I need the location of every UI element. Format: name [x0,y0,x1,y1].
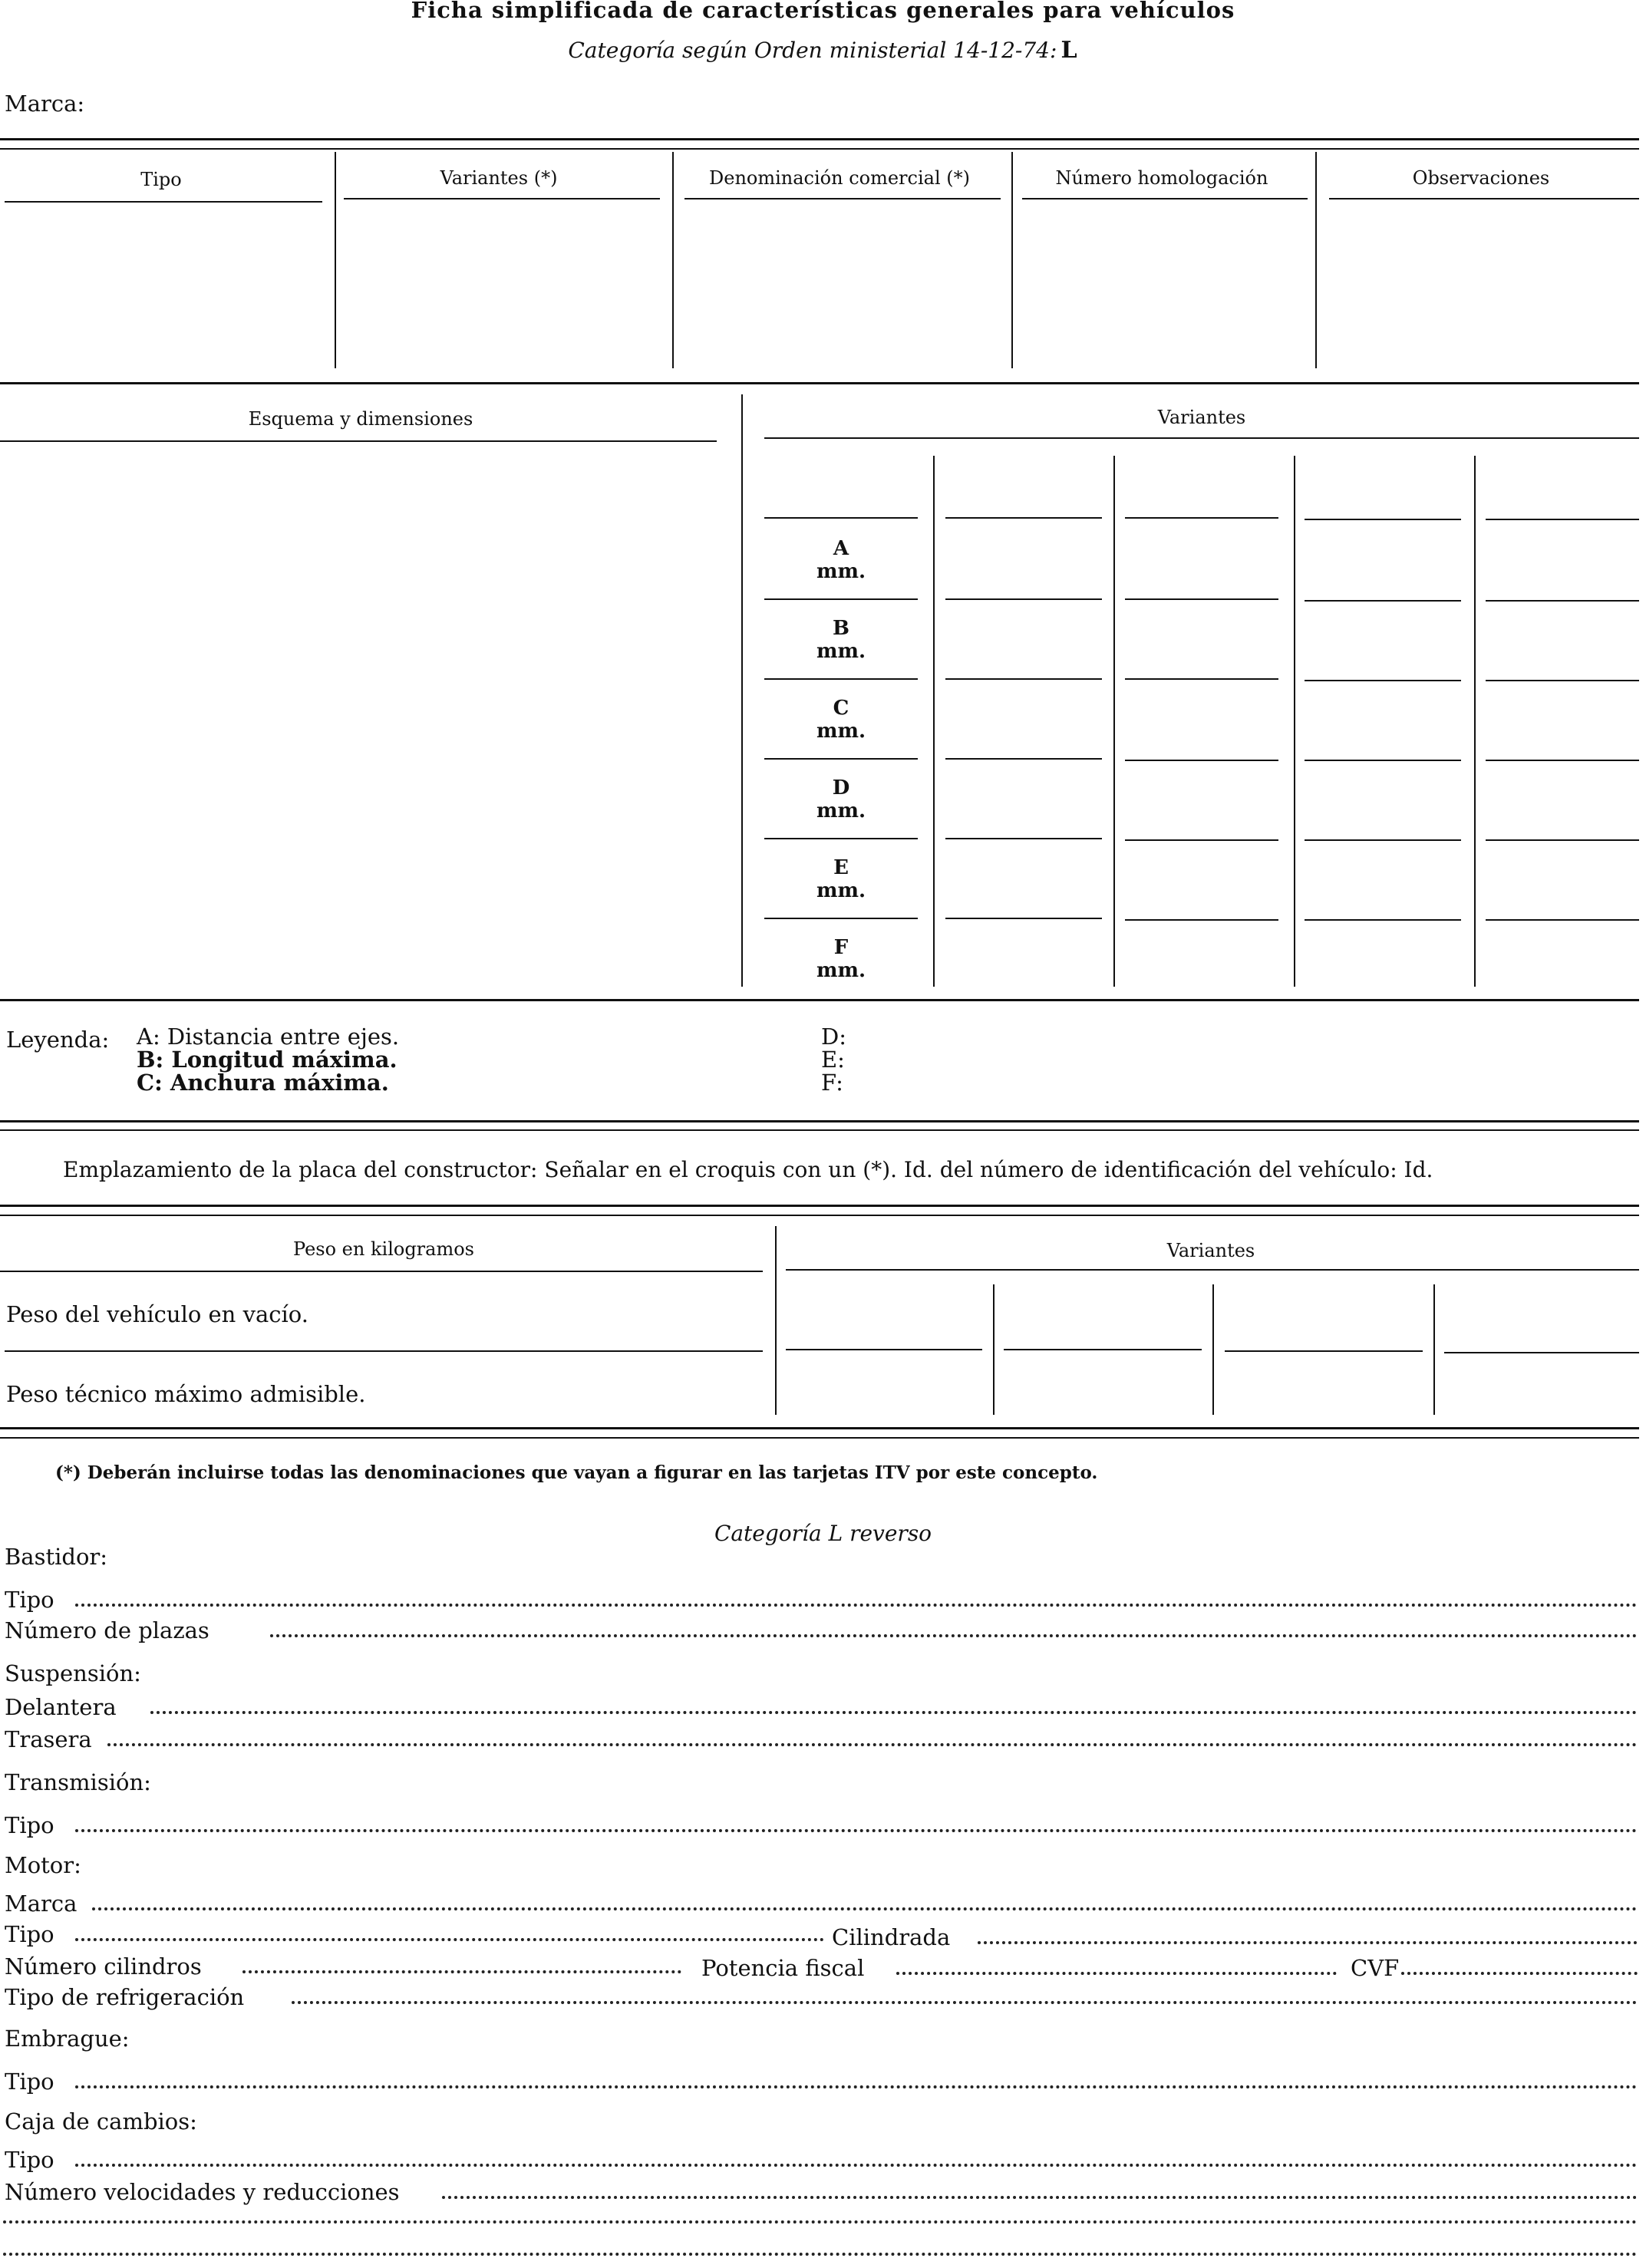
col-observaciones-header: Observaciones [1412,167,1550,189]
embrague-tipo-field[interactable] [75,2085,1638,2088]
rule [1022,198,1308,199]
delantera-label: Delantera [5,1694,117,1720]
motor-tipo-label: Tipo [5,1921,54,1947]
rule [0,1120,1639,1122]
rule [0,1129,1639,1131]
cvf-label: CVF [1351,1955,1400,1981]
trasera-field[interactable] [107,1743,1638,1746]
leyenda-item: F: [821,1070,843,1096]
transmision-tipo-field[interactable] [75,1829,1638,1832]
rule [0,382,1639,384]
col-divider [933,456,935,987]
form-subtitle [0,37,1646,64]
embrague-tipo-label: Tipo [5,2069,54,2095]
refrigeracion-field[interactable] [292,2001,1638,2004]
rule [5,201,322,203]
trasera-label: Trasera [5,1726,92,1752]
col-divider [993,1284,995,1415]
embrague-heading: Embrague: [5,2026,130,2052]
rule [684,198,1001,199]
rule [0,1427,1639,1429]
leyenda-label: Leyenda: [6,1027,110,1053]
bastidor-tipo-label: Tipo [5,1587,54,1613]
peso-divider [775,1226,777,1415]
rule [0,1437,1639,1439]
dim-label-b: B mm. [816,617,866,663]
col-divider [1113,456,1115,987]
rule [0,1205,1639,1207]
form-title: Ficha simplificada de características generales para vehículos [411,0,1235,23]
col-divider [672,152,674,368]
velocidades-label: Número velocidades y reducciones [5,2179,400,2205]
rule [1444,1352,1639,1353]
extra-field[interactable] [3,2253,1638,2256]
motor-heading: Motor: [5,1852,81,1878]
plazas-field[interactable] [270,1634,1638,1637]
transmision-heading: Transmisión: [5,1769,151,1795]
cilindros-field[interactable] [242,1970,681,1973]
col-divider [335,152,336,368]
leyenda-item: C: Anchura máxima. [137,1070,389,1096]
leyenda-item: B: Longitud máxima. [137,1047,397,1073]
cvf-field[interactable] [1401,1972,1638,1975]
potencia-label: Potencia fiscal [701,1955,865,1981]
rule [786,1349,982,1350]
col-divider [1315,152,1317,368]
rule [5,1350,763,1352]
category-letter: L [1060,37,1078,64]
caja-tipo-field[interactable] [75,2164,1638,2167]
rule [0,1271,763,1272]
col-homologacion-header: Número homologación [1055,167,1268,189]
esquema-header: Esquema y dimensiones [248,408,473,430]
rule [1329,198,1639,199]
col-divider [1294,456,1295,987]
extra-field[interactable] [3,2220,1638,2223]
reverso-title: Categoría L reverso [714,1521,932,1546]
rule [1004,1349,1202,1350]
esquema-divider [741,394,743,987]
rule [0,440,717,442]
rule [1225,1350,1423,1352]
peso-maximo-label: Peso técnico máximo admisible. [6,1381,366,1407]
caja-heading: Caja de cambios: [5,2108,197,2134]
transmision-tipo-label: Tipo [5,1812,54,1838]
caja-tipo-label: Tipo [5,2147,54,2173]
bastidor-tipo-field[interactable] [75,1604,1638,1607]
footnote: (*) Deberán incluirse todas las denominaciones que vayan a figurar en las tarjetas ITV por este concepto. [55,1462,1098,1483]
motor-marca-field[interactable] [92,1907,1638,1910]
variantes-header: Variantes [1157,407,1246,428]
rule [344,198,660,199]
potencia-field[interactable] [896,1972,1337,1975]
dim-label-f: F mm. [816,936,866,982]
col-divider [1212,1284,1214,1415]
col-variantes-header: Variantes (*) [440,167,558,189]
leyenda-item: E: [821,1047,845,1073]
leyenda-left [137,1025,399,1094]
marca-label: Marca: [5,91,85,117]
dim-label-d: D mm. [816,776,866,822]
category-order-label: Categoría según Orden ministerial 14-12-74: [568,38,1057,63]
delantera-field[interactable] [150,1711,1638,1714]
rule [0,148,1639,150]
suspension-heading: Suspensión: [5,1660,141,1686]
peso-header: Peso en kilogramos [293,1238,474,1260]
rule [764,437,1639,439]
bastidor-heading: Bastidor: [5,1544,108,1570]
leyenda-item: A: Distancia entre ejes. [137,1024,400,1050]
dim-label-c: C mm. [816,697,866,743]
col-divider [1474,456,1476,987]
cilindrada-label: Cilindrada [832,1924,951,1950]
leyenda-item: D: [821,1024,847,1050]
cilindrada-field[interactable] [978,1941,1638,1944]
dim-label-e: E mm. [816,856,866,902]
refrigeracion-label: Tipo de refrigeración [5,1984,245,2010]
rule [0,1215,1639,1216]
rule [0,999,1639,1001]
dim-label-a: A mm. [816,537,866,583]
col-divider [1011,152,1013,368]
leyenda-right [821,1025,846,1094]
motor-marca-label: Marca [5,1891,78,1917]
rule [786,1269,1639,1271]
col-divider [1433,1284,1435,1415]
plazas-label: Número de plazas [5,1617,209,1643]
emplazamiento-text: Emplazamiento de la placa del constructor: Señalar en el croquis con un (*). Id. del número de identificación del vehículo: Id. [63,1157,1433,1182]
col-denominacion-header: Denominación comercial (*) [709,167,970,189]
rule [0,138,1639,140]
motor-tipo-field[interactable] [75,1938,824,1941]
peso-variantes-header: Variantes [1166,1240,1255,1261]
cilindros-label: Número cilindros [5,1953,202,1980]
col-tipo-header: Tipo [140,169,182,190]
velocidades-field[interactable] [442,2196,1638,2199]
peso-vacio-label: Peso del vehículo en vacío. [6,1301,308,1327]
